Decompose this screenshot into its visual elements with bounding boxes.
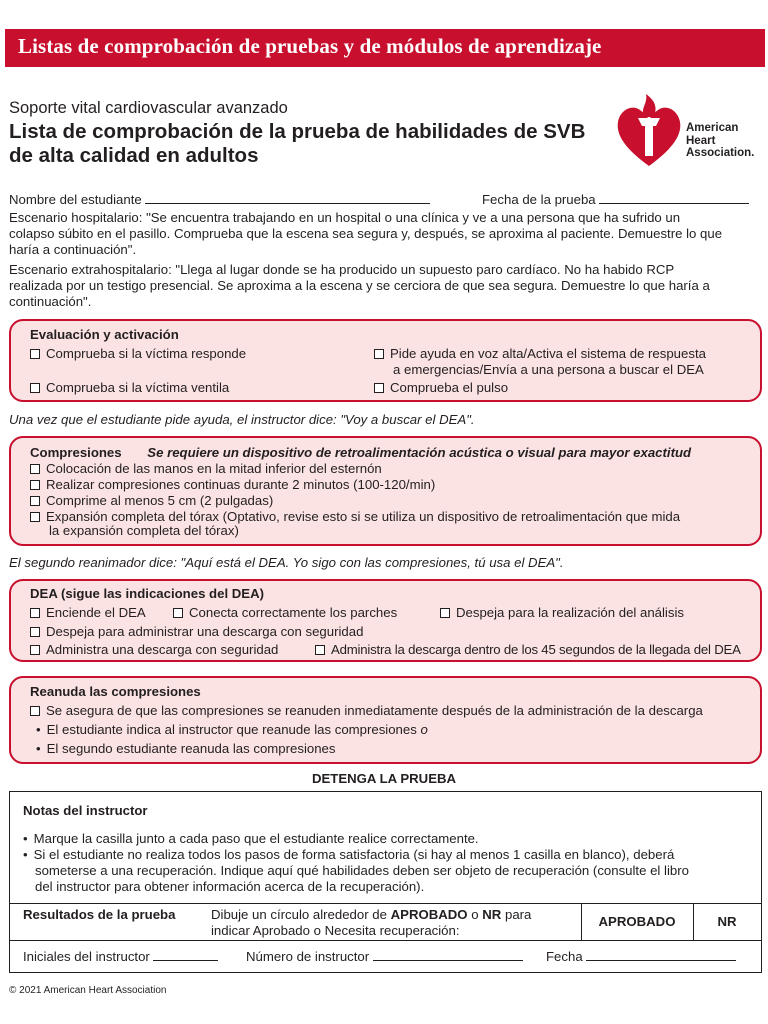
scenario-hospital-line2: colapso súbito en el pasillo. Comprueba que la escena sea segura y, después, se aproxima al paciente. Demuestre lo que	[9, 226, 723, 241]
aed-item-shock-45s[interactable]	[315, 642, 741, 659]
results-label: Resultados de la prueba	[23, 907, 176, 922]
instructor-notes-bullet2-line3: del instructor para obtener información acerca de la recuperación).	[35, 879, 425, 894]
logo-line1: American	[686, 122, 739, 134]
assessment-heading: Evaluación y activación	[30, 327, 179, 342]
page-title-line1: Lista de comprobación de la prueba de habilidades de SVB	[9, 120, 586, 143]
instr-or: o	[471, 907, 479, 922]
logo-wordmark	[686, 122, 754, 160]
item-label: Comprueba si la víctima responde	[46, 346, 247, 361]
checkbox[interactable]	[315, 645, 325, 655]
assessment-item-responsive[interactable]	[30, 346, 246, 363]
divider	[10, 903, 761, 904]
results-instructions-line2: indicar Aprobado o Necesita recuperación:	[211, 923, 460, 938]
divider	[10, 940, 761, 941]
checkbox[interactable]	[30, 480, 40, 490]
date-label: Fecha	[546, 949, 583, 964]
instr-nr: NR	[482, 907, 502, 922]
test-date-line[interactable]	[599, 192, 749, 204]
instructor-note-aed: Una vez que el estudiante pide ayuda, el instructor dice: "Voy a buscar el DEA".	[9, 412, 475, 427]
stop-test-heading: DETENGA LA PRUEBA	[311, 771, 457, 786]
instructor-notes-heading: Notas del instructor	[23, 803, 148, 818]
assessment-item-breathing[interactable]	[30, 380, 229, 397]
number-label: Número de instructor	[246, 949, 370, 964]
item-label: Comprueba si la víctima ventila	[46, 380, 230, 395]
item-label: Administra la descarga dentro de los 45 segundos de la llegada del DEA	[331, 642, 741, 657]
course-subtitle: Soporte vital cardiovascular avanzado	[9, 99, 288, 117]
test-date-field[interactable]	[482, 192, 749, 209]
item-label: Despeja para la realización del análisis	[456, 605, 684, 620]
item-label: Comprueba el pulso	[390, 380, 509, 395]
initials-line[interactable]	[153, 949, 218, 961]
aed-heading: DEA (sigue las indicaciones del DEA)	[30, 586, 265, 601]
banner	[5, 29, 765, 67]
instructor-notes-bullet2: • Si el estudiante no realiza todos los pasos de forma satisfactoria (si hay al menos 1 casilla en blanco), deberá	[23, 847, 675, 862]
checkbox[interactable]	[440, 608, 450, 618]
results-instructions	[211, 907, 531, 924]
compressions-item-hands[interactable]	[30, 461, 382, 478]
scenario-prehospital-line2: realizada por un testigo presencial. Se aproxima a la escena y se cerciora de que sea segura. Demuestre lo que haría a	[9, 278, 710, 293]
checkbox[interactable]	[173, 608, 183, 618]
logo-line2: Heart	[686, 134, 716, 147]
page-title	[9, 120, 619, 168]
item-label: Se asegura de que las compresiones se reanuden inmediatamente después de la administración de la descarga	[46, 703, 703, 718]
page-title-line2: de alta calidad en adultos	[9, 144, 259, 167]
compressions-item-recoil-line2: la expansión completa del tórax)	[49, 523, 239, 538]
initials-label: Iniciales del instructor	[23, 949, 150, 964]
checkbox[interactable]	[30, 383, 40, 393]
compressions-heading: Compresiones	[30, 445, 122, 460]
student-name-line[interactable]	[145, 192, 430, 204]
banner-title: Listas de comprobación de pruebas y de módulos de aprendizaje	[18, 34, 602, 58]
heart-torch-icon	[614, 90, 684, 170]
compressions-item-depth[interactable]	[30, 493, 273, 510]
bullet-text: Marque la casilla junto a cada paso que el estudiante realice correctamente.	[33, 831, 479, 846]
checkbox[interactable]	[30, 645, 40, 655]
instructor-initials-field[interactable]	[23, 949, 218, 966]
scenario-hospital-line3: haría a continuación".	[9, 242, 137, 257]
instr-pass: APROBADO	[390, 907, 468, 922]
aed-item-clear-analysis[interactable]	[440, 605, 684, 622]
number-line[interactable]	[373, 949, 523, 961]
item-label: Enciende el DEA	[46, 605, 146, 620]
assessment-item-pulse[interactable]	[374, 380, 508, 397]
resume-bullet1: • El estudiante indica al instructor que reanude las compresiones o	[36, 722, 428, 737]
instructor-notes-bullet1: • Marque la casilla junto a cada paso que el estudiante realice correctamente.	[23, 831, 479, 846]
instructor-notes-bullet2-line2: someterse a una recuperación. Indique aquí qué habilidades deben ser objeto de recuperación (consulte el libro	[35, 863, 689, 878]
item-label: Despeja para administrar una descarga con seguridad	[46, 624, 364, 639]
copyright: © 2021 American Heart Association	[9, 985, 167, 996]
scenario-prehospital-line3: continuación".	[9, 294, 92, 309]
pass-option[interactable]: APROBADO	[598, 914, 676, 929]
date-field[interactable]	[546, 949, 736, 966]
checkbox[interactable]	[30, 464, 40, 474]
checkbox[interactable]	[30, 627, 40, 637]
aed-item-clear-shock[interactable]	[30, 624, 363, 641]
resume-item-immediate[interactable]	[30, 703, 703, 720]
instr-text: Dibuje un círculo alrededor de	[211, 907, 387, 922]
aed-item-shock[interactable]	[30, 642, 278, 659]
item-label: Realizar compresiones continuas durante 2 minutos (100-120/min)	[46, 477, 436, 492]
compressions-subheading: Se requiere un dispositivo de retroalimentación acústica o visual para mayor exactitud	[147, 445, 692, 460]
resume-bullet1-or: o	[420, 722, 428, 737]
date-line[interactable]	[586, 949, 736, 961]
instructor-number-field[interactable]	[246, 949, 523, 966]
instr-to: para	[504, 907, 532, 922]
checkbox[interactable]	[374, 383, 384, 393]
checkbox[interactable]	[30, 496, 40, 506]
nr-option[interactable]: NR	[717, 914, 737, 929]
item-label: Administra una descarga con seguridad	[46, 642, 279, 657]
test-date-label: Fecha de la prueba	[482, 192, 596, 207]
item-label: Pide ayuda en voz alta/Activa el sistema de respuesta	[390, 346, 706, 361]
resume-bullet1-text: El estudiante indica al instructor que reanude las compresiones	[46, 722, 417, 737]
aed-item-pads[interactable]	[173, 605, 397, 622]
student-name-field[interactable]	[9, 192, 430, 209]
item-label: Colocación de las manos en la mitad inferior del esternón	[46, 461, 382, 476]
resume-bullet2-text: El segundo estudiante reanuda las compresiones	[46, 741, 336, 756]
compressions-heading-row	[30, 445, 691, 462]
checkbox[interactable]	[30, 608, 40, 618]
second-rescuer-note: El segundo reanimador dice: "Aquí está el DEA. Yo sigo con las compresiones, tú usa el DEA".	[9, 555, 564, 570]
checkbox[interactable]	[30, 349, 40, 359]
scenario-prehospital-line1: Escenario extrahospitalario: "Llega al lugar donde se ha producido un supuesto paro cardíaco. No ha habido RCP	[9, 262, 675, 277]
item-label: Comprime al menos 5 cm (2 pulgadas)	[46, 493, 274, 508]
resume-heading: Reanuda las compresiones	[30, 684, 201, 699]
scenario-hospital-line1: Escenario hospitalario: "Se encuentra trabajando en un hospital o una clínica y ve a una persona que ha sufrido un	[9, 210, 681, 225]
bullet-text: Si el estudiante no realiza todos los pasos de forma satisfactoria (si hay al menos 1 casilla en blanco), deberá	[33, 847, 675, 862]
checkbox[interactable]	[30, 706, 40, 716]
resume-bullet2: • El segundo estudiante reanuda las compresiones	[36, 741, 336, 756]
aha-logo	[614, 90, 764, 170]
assessment-item-shout[interactable]	[374, 346, 706, 363]
instructor-notes-table	[9, 791, 762, 973]
item-label: Expansión completa del tórax (Optativo, revise esto si se utiliza un dispositivo de retroalimentación que mida	[46, 509, 681, 524]
aed-item-power-on[interactable]	[30, 605, 146, 622]
assessment-item-shout-line2: a emergencias/Envía a una persona a buscar el DEA	[393, 362, 704, 377]
checkbox[interactable]	[374, 349, 384, 359]
student-name-label: Nombre del estudiante	[9, 192, 142, 207]
item-label: Conecta correctamente los parches	[189, 605, 398, 620]
compressions-item-continuous[interactable]	[30, 477, 435, 494]
checkbox[interactable]	[30, 512, 40, 522]
logo-line3: Association.	[686, 147, 755, 159]
